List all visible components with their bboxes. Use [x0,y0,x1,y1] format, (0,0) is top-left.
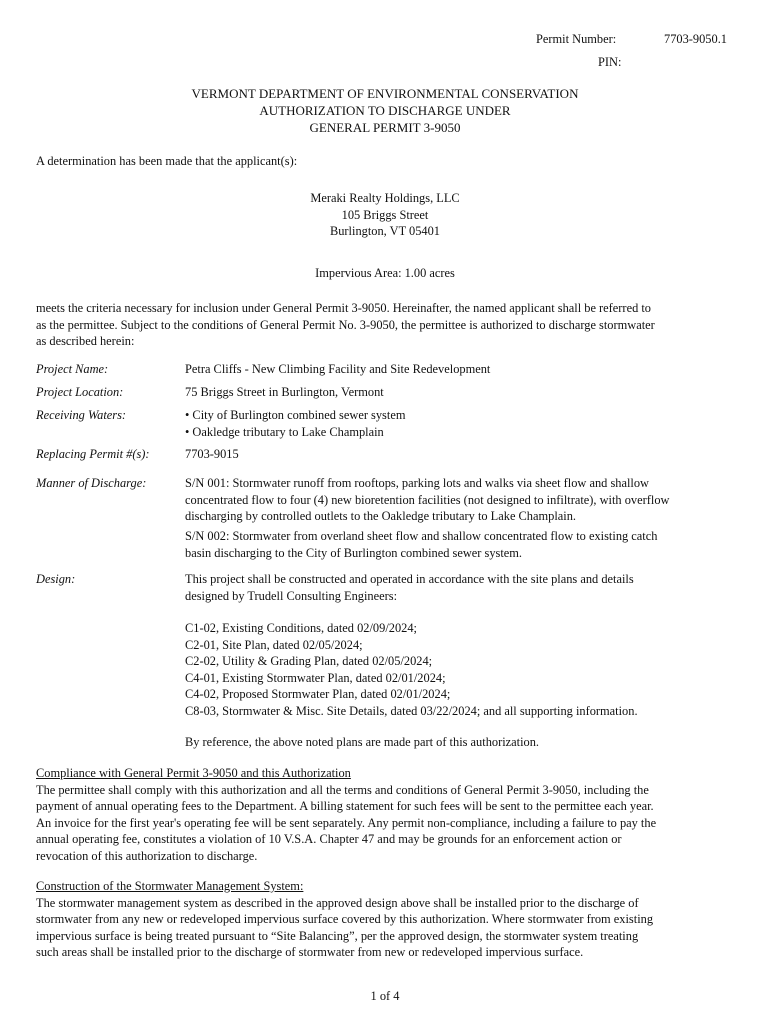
compliance-line-5: revocation of this authorization to discharge. [36,848,258,863]
page-number: 1 of 4 [370,989,400,1003]
sn001-line-3: discharging by controlled outlets to the Oakledge tributary to Lake Champlain. [185,509,577,523]
title-line-1: VERMONT DEPARTMENT OF ENVIRONMENTAL CONSERVATION [191,86,579,101]
project-name-label: Project Name: [36,362,109,376]
replacing-permit-label: Replacing Permit #(s): [36,447,150,461]
design-intro [185,571,735,604]
document-title [0,85,770,136]
compliance-line-2: payment of annual operating fees to the Department. A billing statement for such fees will be sent to the permittee each year. [36,799,654,813]
pin-label: PIN: [598,55,622,69]
sn002-line-2: basin discharging to the City of Burlington combined sewer system. [185,545,523,560]
construction-line-1: The stormwater management system as described in the approved design above shall be installed prior to the discharge of [36,895,639,910]
plan-item: C1-02, Existing Conditions, dated 02/09/2024; [185,621,417,635]
criteria-line-2: as the permittee. Subject to the conditions of General Permit No. 3-9050, the permittee is authorized to discharge stormwater [36,317,655,332]
construction-line-4: such areas shall be installed prior to the discharge of stormwater from new or redeveloped impervious surface. [36,945,584,959]
construction-line-2: stormwater from any new or redeveloped impervious surface covered by this authorization. Where stormwater from existing [36,912,654,926]
plan-item: C2-01, Site Plan, dated 02/05/2024; [185,637,363,652]
sn001-line-2: concentrated flow to four (4) new bioretention facilities (not designed to infiltrate), with overflow [185,492,670,507]
applicant-street: 105 Briggs Street [341,207,429,222]
applicant-block [0,190,770,240]
receiving-waters-list [185,407,735,440]
plan-item: C4-01, Existing Stormwater Plan, dated 02/01/2024; [185,670,446,685]
project-location-value: 75 Briggs Street in Burlington, Vermont [185,385,384,399]
sn001-line-1: S/N 001: Stormwater runoff from rooftops, parking lots and walks via sheet flow and shallow [185,476,650,490]
sn002-line-1: S/N 002: Stormwater from overland sheet flow and shallow concentrated flow to existing catch [185,529,658,543]
manner-sn002 [185,528,735,561]
replacing-permit-value: 7703-9015 [185,447,239,461]
compliance-line-3: An invoice for the first year's operating fee will be sent separately. Any permit non-compliance, including a failure to pay the [36,815,657,830]
manner-sn001 [185,475,735,525]
receiving-water-item: • City of Burlington combined sewer system [185,408,406,422]
project-location-label: Project Location: [36,385,124,399]
project-name-value: Petra Cliffs - New Climbing Facility and Site Redevelopment [185,362,491,376]
compliance-line-4: annual operating fee, constitutes a violation of 10 V.S.A. Chapter 47 and may be grounds for an enforcement action or [36,832,622,846]
receiving-waters-label: Receiving Waters: [36,408,127,422]
manner-of-discharge-label: Manner of Discharge: [36,476,147,490]
plan-item: C4-02, Proposed Stormwater Plan, dated 02/01/2024; [185,687,451,701]
plan-item: C8-03, Stormwater & Misc. Site Details, dated 03/22/2024; and all supporting information. [185,703,638,718]
construction-line-3: impervious surface is being treated pursuant to “Site Balancing”, per the approved design, the stormwater system treating [36,928,639,943]
title-line-3: GENERAL PERMIT 3-9050 [309,120,461,135]
criteria-line-3: as described herein: [36,334,135,348]
design-reference: By reference, the above noted plans are made part of this authorization. [185,735,540,749]
design-label: Design: [36,572,76,586]
impervious-area: Impervious Area: 1.00 acres [315,266,455,280]
title-line-2: AUTHORIZATION TO DISCHARGE UNDER [259,103,511,118]
design-intro-line-1: This project shall be constructed and operated in accordance with the site plans and details [185,572,634,586]
criteria-line-1: meets the criteria necessary for inclusion under General Permit 3-9050. Hereinafter, the named applicant shall be referred to [36,301,651,315]
construction-heading: Construction of the Stormwater Management System: [36,879,304,893]
permit-number-label: Permit Number: [536,32,617,46]
plan-item: C2-02, Utility & Grading Plan, dated 02/05/2024; [185,654,433,668]
design-plan-list [185,620,735,719]
compliance-section [36,765,736,864]
compliance-heading: Compliance with General Permit 3-9050 and this Authorization [36,766,351,780]
design-intro-line-2: designed by Trudell Consulting Engineers: [185,588,398,603]
compliance-line-1: The permittee shall comply with this authorization and all the terms and conditions of General Permit 3-9050, including the [36,782,649,797]
criteria-paragraph [36,300,736,350]
construction-section [36,878,736,961]
permit-number-value: 7703-9050.1 [664,32,727,46]
applicant-city: Burlington, VT 05401 [329,224,441,238]
receiving-water-item: • Oakledge tributary to Lake Champlain [185,424,384,439]
applicant-name: Meraki Realty Holdings, LLC [310,191,460,205]
determination-text: A determination has been made that the applicant(s): [36,154,298,168]
